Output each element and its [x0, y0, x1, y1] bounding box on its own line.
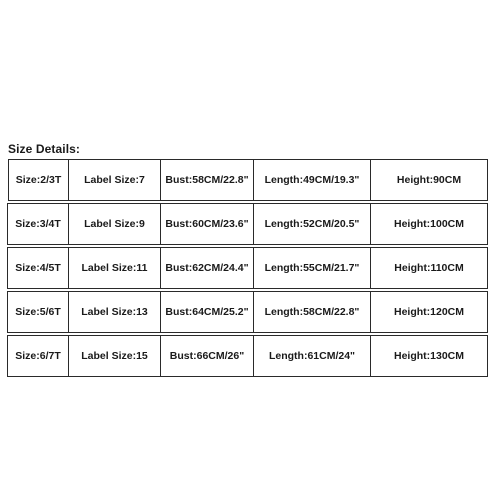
- height-cell: Height:120CM: [370, 291, 488, 333]
- length-cell: Length:58CM/22.8": [253, 291, 371, 333]
- label-size-cell: Label Size:9: [68, 203, 161, 245]
- height-cell: Height:110CM: [370, 247, 488, 289]
- bust-cell: Bust:62CM/24.4": [160, 247, 254, 289]
- size-table: [8, 159, 488, 377]
- height-cell: Height:130CM: [370, 335, 488, 377]
- height-cell: Height:90CM: [370, 159, 488, 201]
- size-cell: Size:4/5T: [7, 247, 69, 289]
- label-size-cell: Label Size:15: [68, 335, 161, 377]
- bust-cell: Bust:58CM/22.8": [160, 159, 254, 201]
- size-cell: Size:2/3T: [8, 159, 69, 201]
- bust-cell: Bust:66CM/26": [160, 335, 254, 377]
- bust-cell: Bust:64CM/25.2": [160, 291, 254, 333]
- height-cell: Height:100CM: [370, 203, 488, 245]
- page-title: Size Details:: [8, 142, 80, 156]
- bust-cell: Bust:60CM/23.6": [160, 203, 254, 245]
- length-cell: Length:52CM/20.5": [253, 203, 371, 245]
- label-size-cell: Label Size:7: [68, 159, 161, 201]
- length-cell: Length:49CM/19.3": [253, 159, 371, 201]
- label-size-cell: Label Size:11: [68, 247, 161, 289]
- size-cell: Size:5/6T: [7, 291, 69, 333]
- length-cell: Length:61CM/24": [253, 335, 371, 377]
- label-size-cell: Label Size:13: [68, 291, 161, 333]
- size-cell: Size:3/4T: [7, 203, 69, 245]
- length-cell: Length:55CM/21.7": [253, 247, 371, 289]
- size-cell: Size:6/7T: [7, 335, 69, 377]
